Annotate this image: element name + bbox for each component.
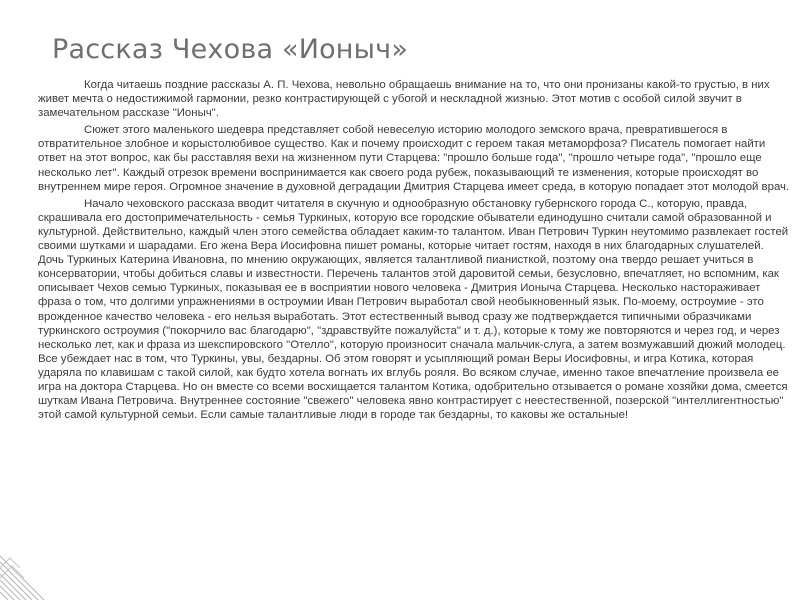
paragraph-turkins: Начало чеховского рассказа вводит читателя в скучную и однообразную обстановку губернского города С., которую, правда, скрашивала его достопримечательность - семья Туркиных, которую все городские обыватели единодушно считали самой образованной и культурной. Действительно, каждый член этого семейства обладает каким-то талантом. Иван Петрович Туркин неутомимо развлекает гостей своими шутками и шарадами. Его жена Вера Иосифовна пишет романы, которые читает гостям, находя в них благодарных слушателей. Дочь Туркиных Катерина Ивановна, по мнению окружающих, является талантливой пианисткой, поэтому она твердо решает учиться в консерватории, чтобы добиться славы и известности. Перечень талантов этой даровитой семьи, безусловно, впечатляет, но вспомним, как описывает Чехов семью Туркиных, показывая ее в восприятии нового человека - Дмитрия Ионыча Старцева. Несколько настораживает фраза о том, что долгими упражнениями в остроумии Иван Петрович выработал свой необыкновенный язык. По-моему, остроумие - это врожденное качество человека - его нельзя выработать. Этот естественный вывод сразу же подтверждается типичными образчиками туркинского остроумия ("покорчило вас благодарю", "здравствуйте пожалуйста" и т. д.), которые к тому же повторяются и через год, и через несколько лет, как и фраза из шекспировского "Отелло", которую произносит сначала мальчик-слуга, а затем возмужавший дюжий молодец. Все убеждает нас в том, что Туркины, увы, бездарны. Об этом говорят и усыпляющий роман Веры Иосифовны, и игра Котика, которая ударяла по клавишам с такой силой, как будто хотела вогнать их вглубь рояля. Во всяком случае, именно такое впечатление произвела ее игра на доктора Старцева. Но он вместе со всеми восхищается талантом Котика, одобрительно отзывается о романе хозяйки дома, смеется шуткам Ивана Петровича. Внутреннее состояние "свежего" человека явно контрастирует с неестественной, позерской "интеллигентностью" этой самой культурной семьи. Если самые талантливые люди в городе так бездарны, то каковы же остальные!	[38, 197, 789, 422]
slide-body	[38, 78, 790, 425]
paragraph-plot: Сюжет этого маленького шедевра представляет собой невеселую историю молодого земского врача, превратившегося в отвратительное злобное и корыстолюбивое существо. Как и почему происходит с героем такая метаморфоза? Писатель помогает найти ответ на этот вопрос, как бы расставляя вехи на жизненном пути Старцева: "прошло больше года", "прошло четыре года", "прошло еще несколько лет". Каждый отрезок времени воспринимается как своего рода рубеж, показывающий те изменения, которые происходят во внутреннем мире героя. Огромное значение в духовной деградации Дмитрия Старцева имеет среда, в которую попадает этот молодой врач.	[38, 124, 790, 193]
paragraph-intro: Когда читаешь поздние рассказы А. П. Чехова, невольно обращаешь внимание на то, что они пронизаны какой-то грустью, в них живет мечта о недостижимой гармонии, резко контрастирующей с убогой и нескладной жизнью. Этот мотив с особой силой звучит в замечательном рассказе "Ионыч".	[38, 79, 770, 120]
slide-title: Рассказ Чехова «Ионыч»	[52, 34, 409, 65]
corner-ornament	[0, 538, 62, 600]
